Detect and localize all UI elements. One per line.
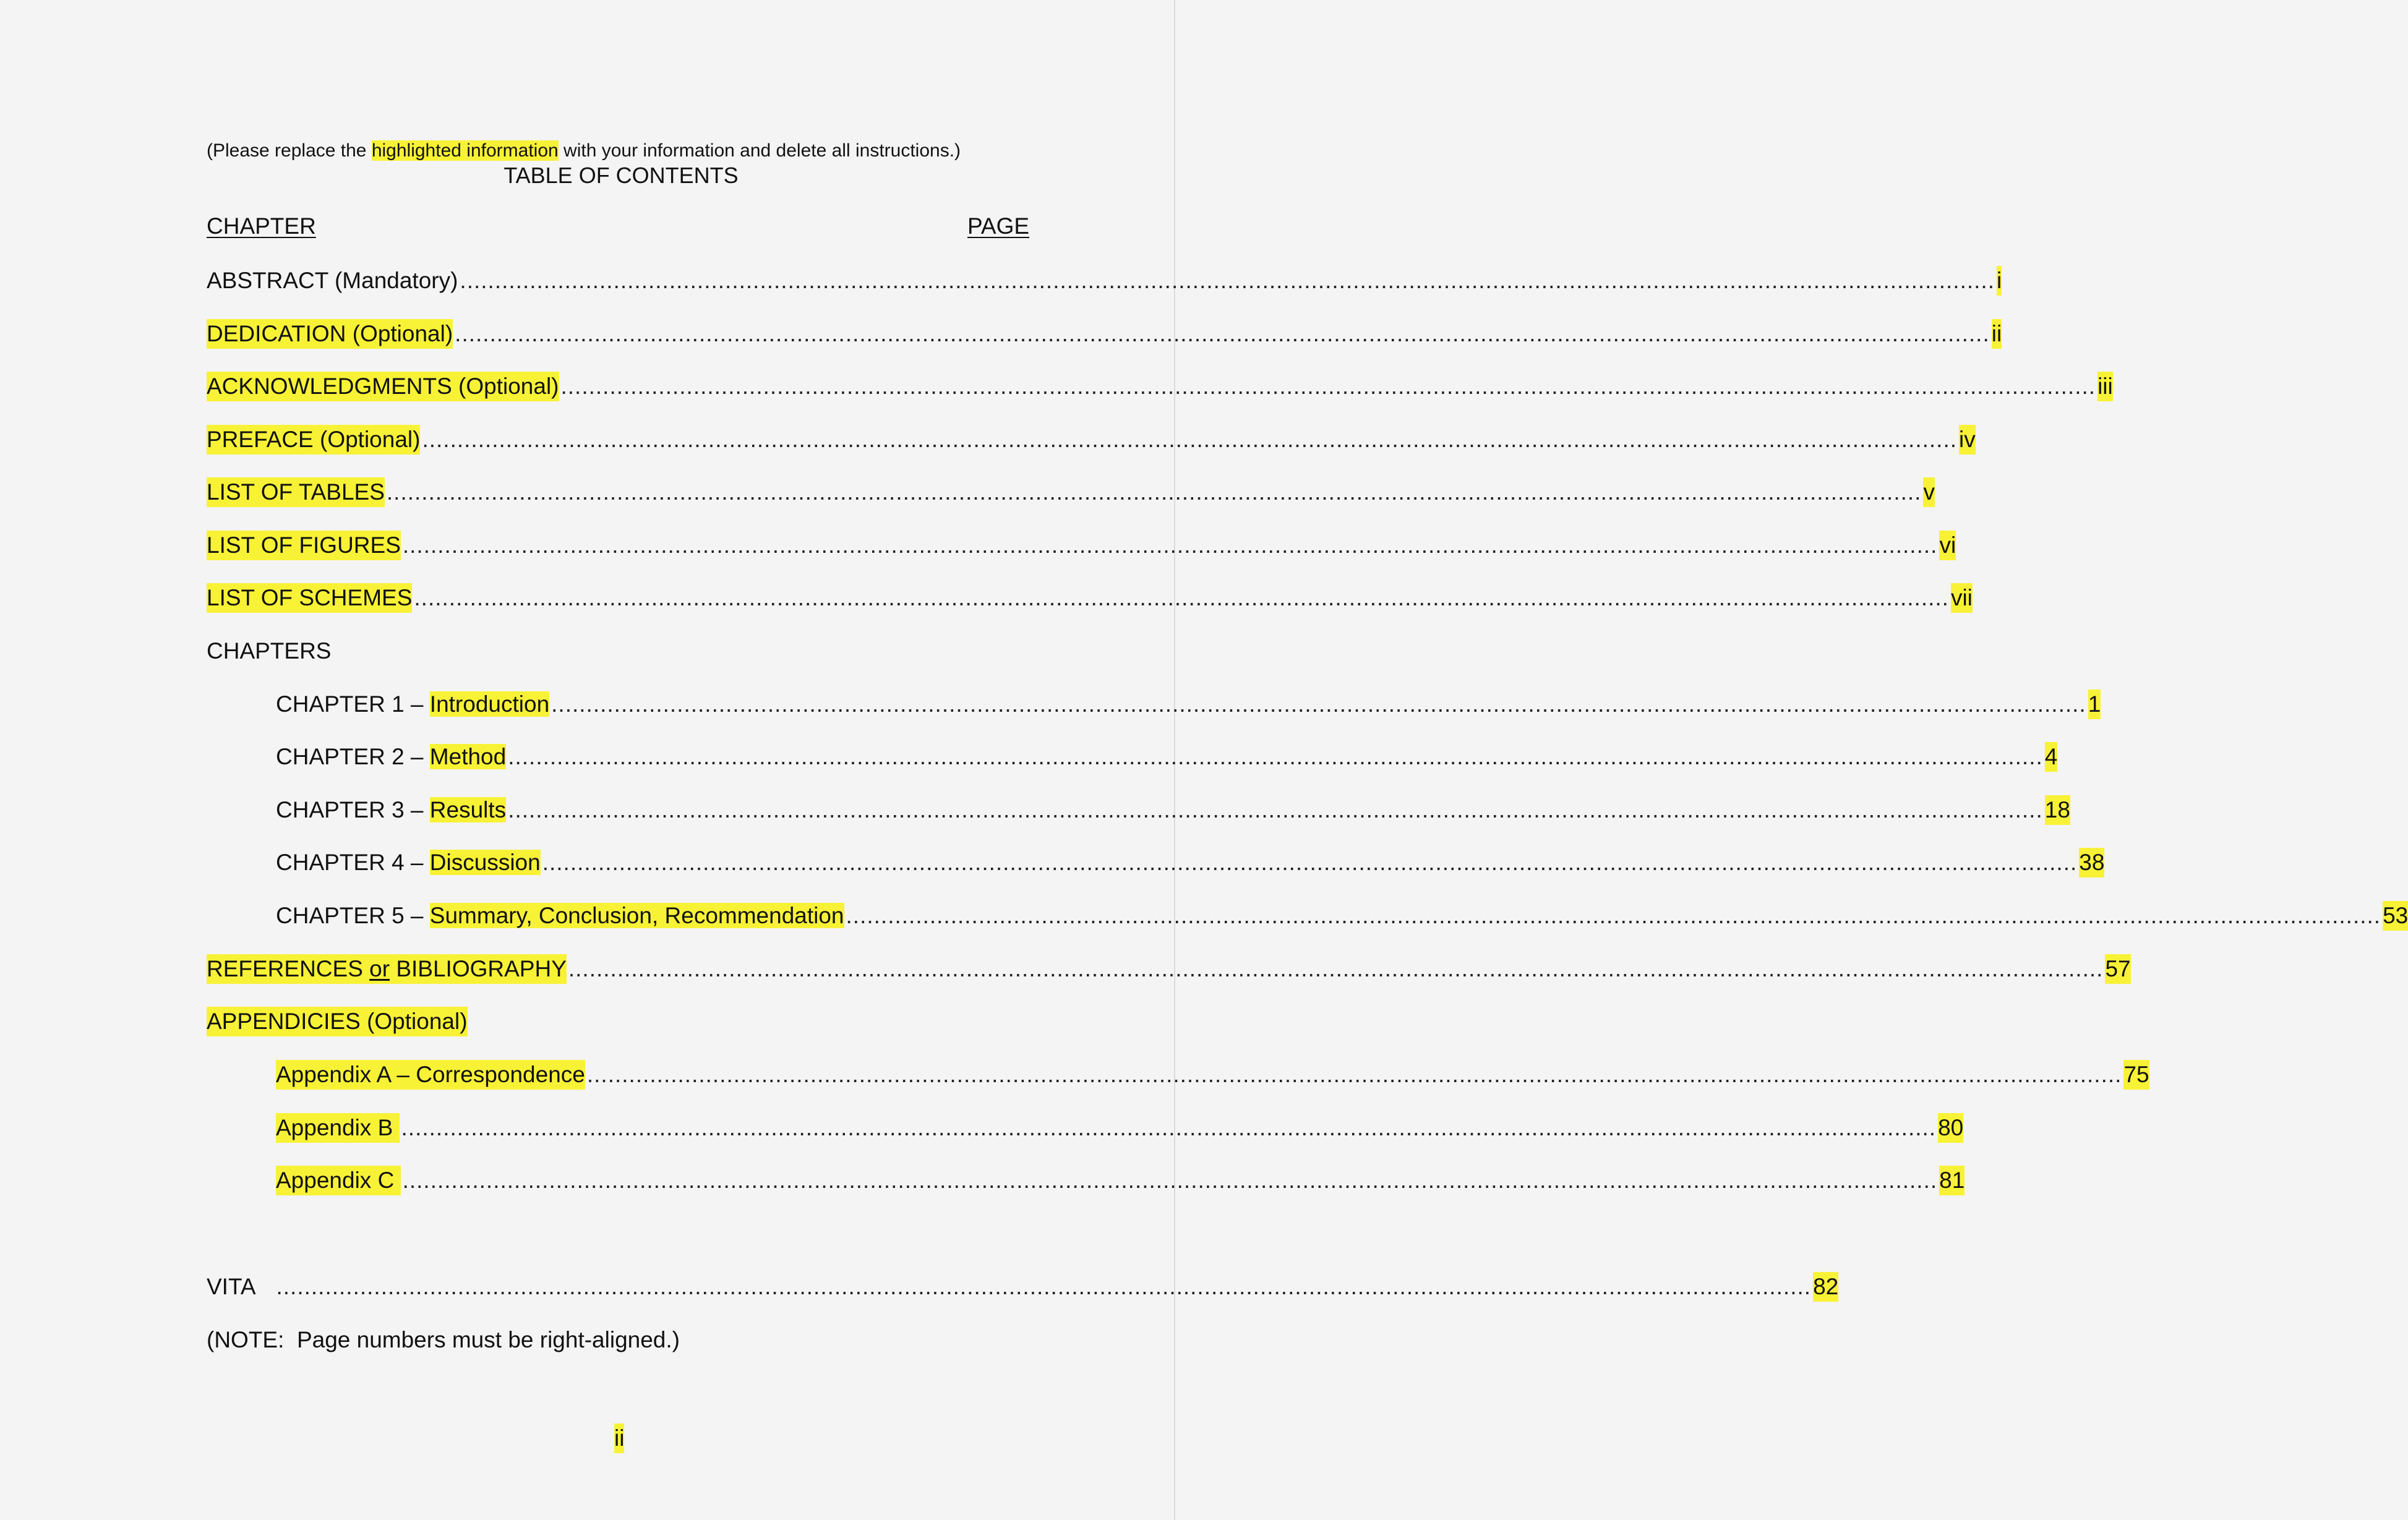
chapter-title: Results <box>429 797 507 822</box>
leader-dots: ............................................................................................................................................................................................................................ <box>560 374 2096 399</box>
leader-dots: ............................................................................................................................................................................................................................ <box>455 321 1990 346</box>
chapter-column-header: CHAPTER <box>207 213 316 239</box>
entry-page: 57 <box>2105 954 2130 984</box>
toc-entry-vita <box>207 1272 1839 1302</box>
references-part1: REFERENCES <box>207 956 370 981</box>
toc-entry-list-of-tables <box>207 477 1935 507</box>
entry-page: 53 <box>2383 901 2408 931</box>
leader-dots: ............................................................................................................................................................................................................................ <box>386 479 1922 505</box>
toc-entry-appendix-c <box>276 1166 1965 1195</box>
entry-label: Appendix A – Correspondence <box>276 1060 585 1090</box>
leader-dots: ............................................................................................................................................................................................................................ <box>508 744 2043 769</box>
leader-dots: ............................................................................................................................................................................................................................ <box>422 427 1958 452</box>
entry-page: 81 <box>1939 1166 1965 1195</box>
toc-entry-chapter-1 <box>276 690 2101 719</box>
entry-page: 1 <box>2088 690 2101 719</box>
entry-page: i <box>1997 266 2002 296</box>
entry-label: PREFACE (Optional) <box>207 425 420 455</box>
toc-entry-appendix-a <box>276 1060 2149 1090</box>
entry-page: vii <box>1951 583 1973 613</box>
chapter-prefix: CHAPTER 4 – <box>276 850 430 875</box>
toc-title: TABLE OF CONTENTS <box>503 163 739 188</box>
chapter-title: Method <box>429 744 507 769</box>
entry-label: DEDICATION (Optional) <box>207 319 453 349</box>
entry-label <box>276 848 541 877</box>
chapter-prefix: CHAPTER 2 – <box>276 744 430 769</box>
toc-entry-preface <box>207 425 1976 455</box>
entry-label: ACKNOWLEDGMENTS (Optional) <box>207 372 559 401</box>
leader-dots: ............................................................................................................................................................................................................................ <box>276 1274 1812 1299</box>
entry-page: 38 <box>2079 848 2104 877</box>
entry-label: Appendix C <box>276 1166 401 1195</box>
chapters-heading: CHAPTERS <box>207 638 332 664</box>
leader-dots: ............................................................................................................................................................................................................................ <box>401 1115 1937 1140</box>
chapter-prefix: CHAPTER 3 – <box>276 797 430 822</box>
toc-entry-chapter-5 <box>276 901 2408 931</box>
toc-entry-dedication <box>207 319 2002 349</box>
chapter-title: Summary, Conclusion, Recommendation <box>429 903 844 928</box>
entry-page: 82 <box>1813 1272 1838 1302</box>
entry-label: ABSTRACT (Mandatory) <box>207 268 458 293</box>
entry-page: 4 <box>2045 742 2058 772</box>
leader-dots: ............................................................................................................................................................................................................................ <box>508 797 2043 822</box>
entry-label: VITA <box>207 1274 256 1299</box>
references-or: or <box>369 956 390 981</box>
entry-page: iii <box>2097 372 2113 401</box>
toc-entry-acknowledgments <box>207 372 2113 401</box>
instructions-highlight: highlighted information <box>371 140 559 161</box>
toc-entry-list-of-figures <box>207 531 1956 560</box>
entry-page: 75 <box>2123 1060 2149 1090</box>
entry-label <box>276 795 506 825</box>
entry-label: Appendix B <box>276 1113 400 1143</box>
leader-dots: ............................................................................................................................................................................................................................ <box>846 903 2381 928</box>
toc-entry-chapter-4 <box>276 848 2105 877</box>
entry-page: 18 <box>2045 795 2070 825</box>
chapter-title: Introduction <box>429 691 550 717</box>
entry-page: iv <box>1959 425 1976 455</box>
chapter-prefix: CHAPTER 5 – <box>276 903 430 928</box>
entry-label: LIST OF SCHEMES <box>207 583 412 613</box>
leader-dots: ............................................................................................................................................................................................................................ <box>542 850 2078 875</box>
leader-dots: ............................................................................................................................................................................................................................ <box>414 585 1949 610</box>
leader-dots: ............................................................................................................................................................................................................................ <box>551 691 2086 717</box>
toc-entry-chapter-3 <box>276 795 2070 825</box>
entry-label <box>207 954 567 984</box>
note-text: (NOTE: Page numbers must be right-aligned.) <box>207 1327 680 1352</box>
appendicies-heading: APPENDICIES (Optional) <box>207 1007 468 1036</box>
entry-page: vi <box>1939 531 1956 560</box>
entry-label: LIST OF FIGURES <box>207 531 401 560</box>
page-number: ii <box>614 1424 624 1453</box>
references-part2: BIBLIOGRAPHY <box>390 956 567 981</box>
page-column-header: PAGE <box>967 213 1030 239</box>
toc-entry-chapter-2 <box>276 742 2058 772</box>
toc-entry-list-of-schemes <box>207 583 1973 613</box>
chapter-title: Discussion <box>429 850 541 875</box>
leader-dots: ............................................................................................................................................................................................................................ <box>460 268 1995 293</box>
chapter-prefix: CHAPTER 1 – <box>276 691 430 717</box>
leader-dots: ............................................................................................................................................................................................................................ <box>568 956 2104 981</box>
entry-label <box>276 901 844 931</box>
toc-entry-references <box>207 954 2131 984</box>
entry-label <box>276 742 506 772</box>
entry-page: ii <box>1992 319 2002 349</box>
instructions-before: (Please replace the <box>207 140 372 161</box>
entry-label <box>276 690 549 719</box>
toc-entry-abstract <box>207 266 2002 296</box>
leader-dots: ............................................................................................................................................................................................................................ <box>402 1168 1938 1193</box>
entry-label: LIST OF TABLES <box>207 477 385 507</box>
leader-dots: ............................................................................................................................................................................................................................ <box>402 532 1938 558</box>
toc-entry-appendix-b <box>276 1113 1964 1143</box>
instructions-after: with your information and delete all instructions.) <box>558 140 961 161</box>
entry-page: v <box>1923 477 1935 507</box>
entry-page: 80 <box>1938 1113 1963 1143</box>
instructions-line <box>207 139 961 163</box>
leader-dots: ............................................................................................................................................................................................................................ <box>586 1062 2122 1087</box>
